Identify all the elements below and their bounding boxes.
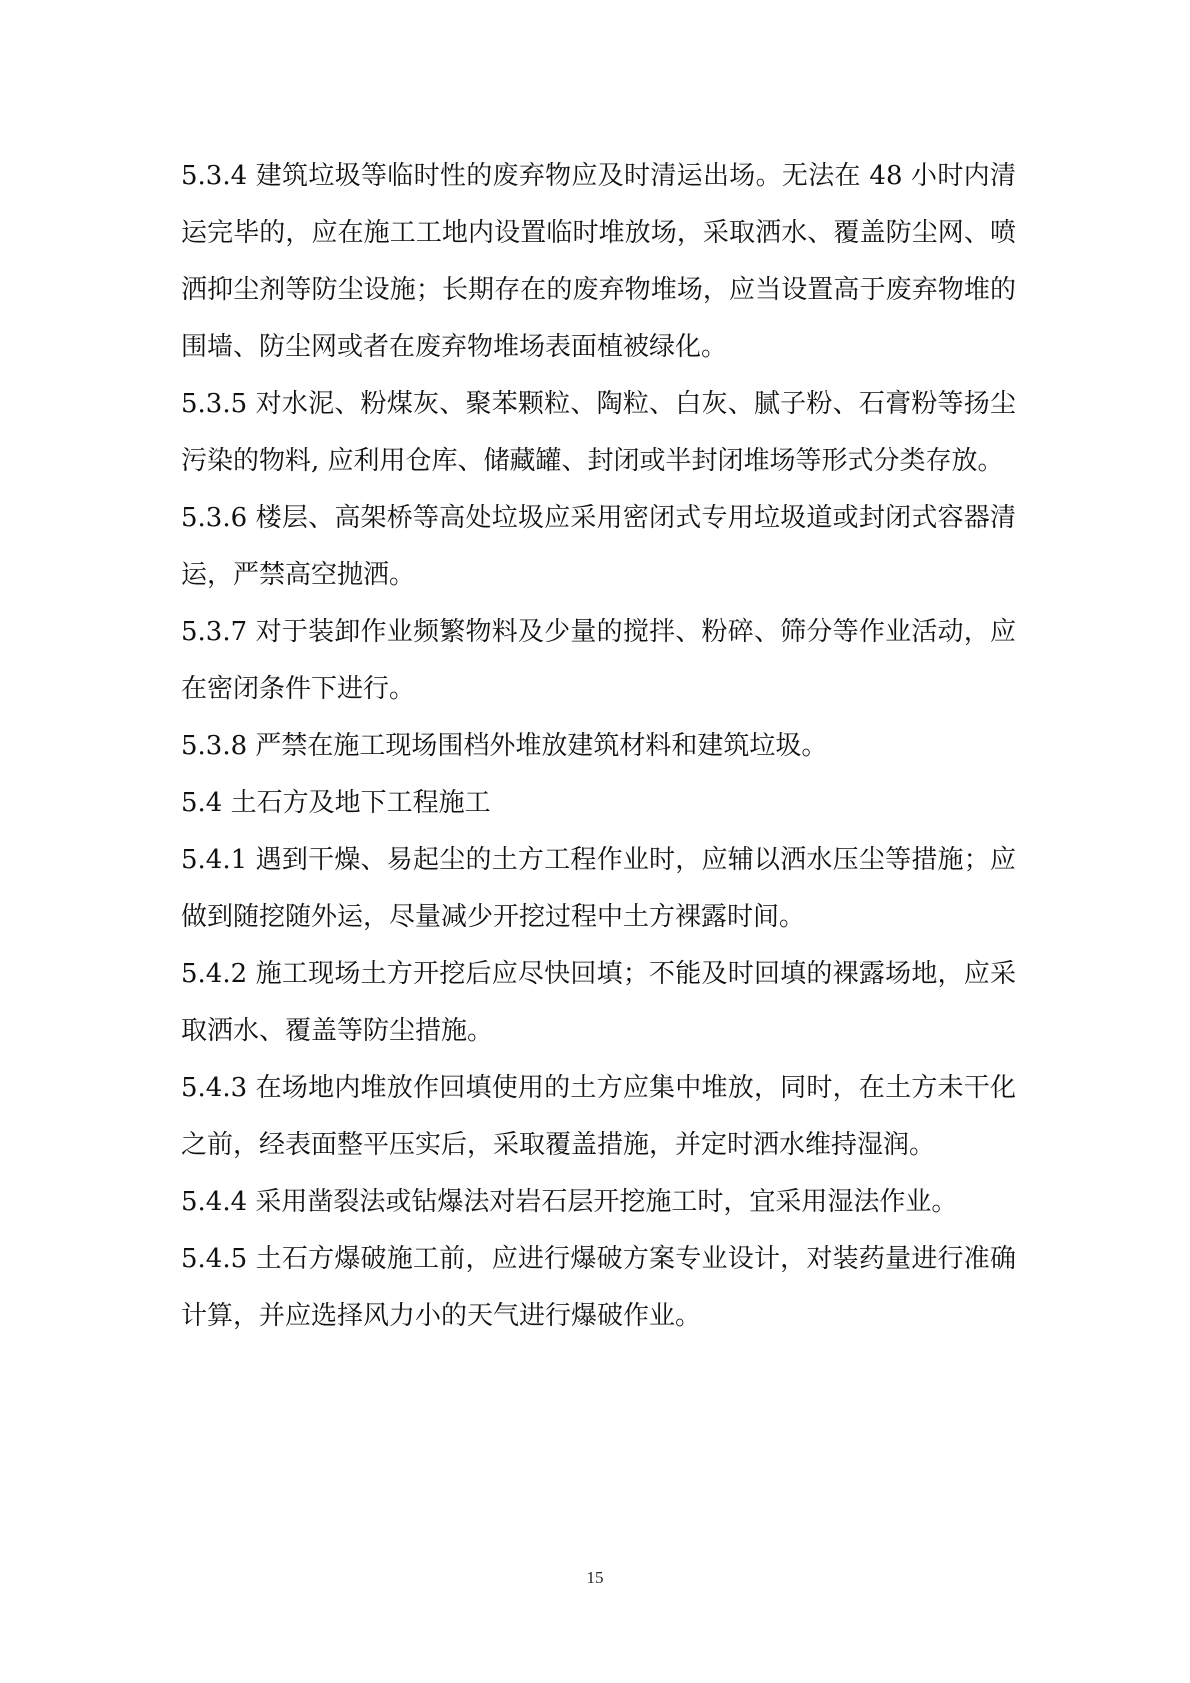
clause-5-3-4: 5.3.4 建筑垃圾等临时性的废弃物应及时清运出场。无法在 48 小时内清运完毕的，应在施工工地内设置临时堆放场，采取洒水、覆盖防尘网、喷洒抑尘剂等防尘设施；长期存在的废弃物堆场，应当设置高于废弃物堆的围墙、防尘网或者在废弃物堆场表面植被绿化。 (181, 161, 1016, 362)
document-body (181, 148, 1016, 1345)
clause-5-4-5: 5.4.5 土石方爆破施工前，应进行爆破方案专业设计，对装药量进行准确计算，并应选择风力小的天气进行爆破作业。 (181, 1244, 1016, 1331)
clause-5-4-3: 5.4.3 在场地内堆放作回填使用的土方应集中堆放，同时，在土方未干化之前，经表面整平压实后，采取覆盖措施，并定时洒水维持湿润。 (181, 1073, 1016, 1160)
clause-5-4-1: 5.4.1 遇到干燥、易起尘的土方工程作业时，应辅以洒水压尘等措施；应做到随挖随外运，尽量减少开挖过程中土方裸露时间。 (181, 845, 1016, 932)
clause-5-3-5: 5.3.5 对水泥、粉煤灰、聚苯颗粒、陶粒、白灰、腻子粉、石膏粉等扬尘污染的物料, 应利用仓库、储藏罐、封闭或半封闭堆场等形式分类存放。 (181, 389, 1016, 476)
clause-5-3-6: 5.3.6 楼层、高架桥等高处垃圾应采用密闭式专用垃圾道或封闭式容器清运，严禁高空抛洒。 (181, 503, 1016, 590)
clause-5-4-2: 5.4.2 施工现场土方开挖后应尽快回填；不能及时回填的裸露场地，应采取洒水、覆盖等防尘措施。 (181, 959, 1016, 1046)
clause-5-3-7: 5.3.7 对于装卸作业频繁物料及少量的搅拌、粉碎、筛分等作业活动，应在密闭条件下进行。 (181, 617, 1016, 704)
page-number: 15 (586, 1568, 604, 1587)
clause-5-4-4: 5.4.4 采用凿裂法或钻爆法对岩石层开挖施工时，宜采用湿法作业。 (181, 1187, 958, 1217)
clause-5-3-8: 5.3.8 严禁在施工现场围档外堆放建筑材料和建筑垃圾。 (181, 731, 828, 761)
section-heading-5-4: 5.4 土石方及地下工程施工 (181, 788, 491, 818)
